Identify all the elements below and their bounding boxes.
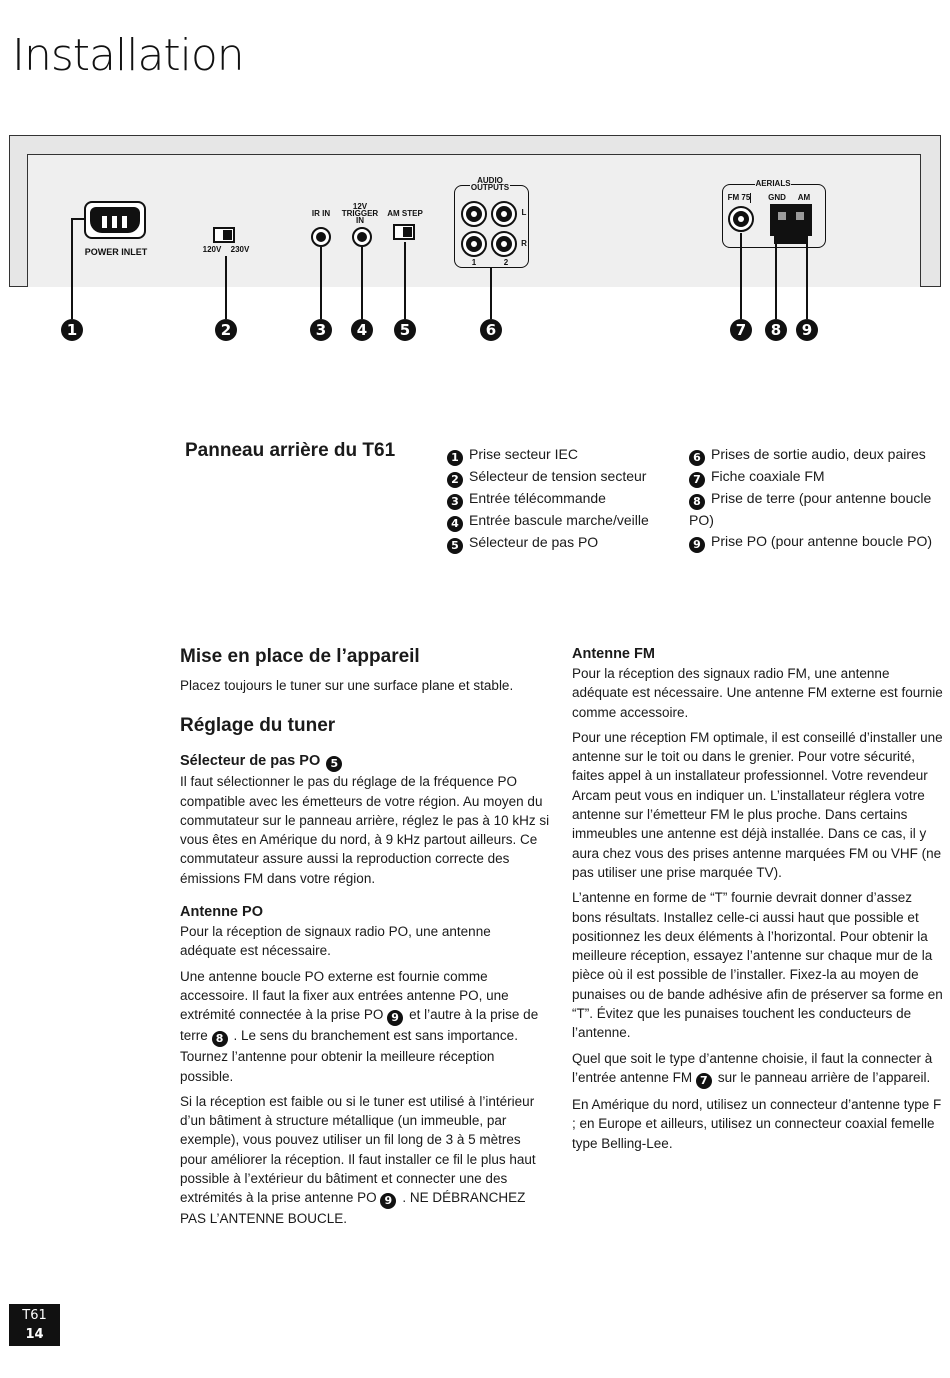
power-inlet-label: POWER INLET xyxy=(84,247,148,257)
left-column xyxy=(180,645,550,1235)
pair-2-label: 2 xyxy=(503,258,509,267)
heading-antenne-fm: Antenne FM xyxy=(572,646,655,662)
ir-in-label: IR IN xyxy=(311,209,331,218)
right-column xyxy=(572,644,944,1159)
pair-1-label: 1 xyxy=(471,258,477,267)
audio-outputs-frame xyxy=(454,185,529,268)
legend-title: Panneau arrière du T61 xyxy=(185,440,396,461)
legend-item: 2 Sélecteur de tension secteur xyxy=(447,466,649,488)
callout-5: 5 xyxy=(394,319,416,341)
leader-3 xyxy=(320,247,322,319)
legend-item: 7 Fiche coaxiale FM xyxy=(689,466,950,488)
leader-4 xyxy=(361,247,363,319)
channel-r-label: R xyxy=(521,239,527,248)
voltage-selector-switch xyxy=(213,227,235,243)
legend-item: 8 Prise de terre (pour antenne boucle PO) xyxy=(689,490,932,528)
leader-8 xyxy=(775,243,777,319)
aerials-label: AERIALS xyxy=(755,179,791,188)
audio-outputs-label: AUDIO OUTPUTS xyxy=(470,176,510,192)
paragraph: Pour la réception de signaux radio PO, une antenne adéquate est nécessaire. xyxy=(180,924,491,959)
legend-list-right xyxy=(689,444,950,553)
trigger-label: 12V TRIGGER IN xyxy=(341,202,379,225)
legend-item: 3 Entrée télécommande xyxy=(447,488,649,510)
footer-page-number: 14 xyxy=(25,1327,44,1342)
rca-1-left xyxy=(461,201,487,227)
legend-item: 1 Prise secteur IEC xyxy=(447,444,649,466)
heading-antenne-po: Antenne PO xyxy=(180,904,263,921)
paragraph: Pour la réception des signaux radio FM, une antenne adéquate est nécessaire. Une antenne FM externe est fournie comme accessoire. xyxy=(572,666,943,720)
am-step-label: AM STEP xyxy=(387,209,423,218)
rca-2-right xyxy=(491,231,517,257)
page-title: Installation xyxy=(12,30,244,81)
gnd-label: GND xyxy=(768,193,786,202)
fm75-label: FM 75 xyxy=(727,193,751,202)
fm-coax-socket xyxy=(728,206,754,232)
rca-1-right xyxy=(461,231,487,257)
paragraph: Une antenne boucle PO externe est fournie comme accessoire. Il faut la fixer aux entrées antenne PO, une extrémité connectée à la prise PO 9 et l’autre à la prise de terre 8 . Le sens du branchement est sans importance. Tournez l’antenne pour obtenir la meilleure réception possible. xyxy=(180,968,539,1084)
callout-1: 1 xyxy=(61,319,83,341)
leader-6 xyxy=(490,268,492,319)
footer-page-badge xyxy=(9,1304,60,1346)
paragraph: Placez toujours le tuner sur une surface plane et stable. xyxy=(180,678,514,693)
callout-3: 3 xyxy=(310,319,332,341)
leader-7 xyxy=(740,233,742,319)
heading-reglage: Réglage du tuner xyxy=(180,715,336,737)
am-label: AM xyxy=(797,193,811,202)
callout-2: 2 xyxy=(215,319,237,341)
fm75-ohm-mark xyxy=(750,193,751,203)
paragraph: L’antenne en forme de “T” fournie devrait donner d’assez bons résultats. Installez celle-ci aussi haut que possible et positionnez les deux éléments à l’horizontal. Pour obtenir la meilleure réception, essayez l’antenne sur chaque mur de la pièce où il est possible de l’installer. Fixez-la au moyen de punaises ou de bande adhésive afin de préserver sa forme en “T”. Évitez que les punaises touchent les conducteurs de l’antenne. xyxy=(572,890,943,1041)
leader-5 xyxy=(404,242,406,319)
power-inlet-socket xyxy=(84,201,146,239)
rca-2-left xyxy=(491,201,517,227)
legend-item: 5 Sélecteur de pas PO xyxy=(447,532,649,554)
paragraph: Il faut sélectionner le pas du réglage de la fréquence PO compatible avec les émetteurs de votre région. Au moyen du commutateur sur le panneau arrière, réglez le pas à 10 kHz si vous êtes en Amérique du nord, à 9 kHz partout ailleurs. Ce commutateur assure aussi la reproduction correcte des émissions FM dans votre région. xyxy=(180,774,550,886)
legend-item: 4 Entrée bascule marche/veille xyxy=(447,510,649,532)
paragraph: En Amérique du nord, utilisez un connecteur d’antenne type F ; en Europe et ailleurs, utilisez un connecteur coaxial femelle type Belling-Lee. xyxy=(572,1096,942,1151)
callout-6: 6 xyxy=(480,319,502,341)
heading-mise-en-place: Mise en place de l’appareil xyxy=(180,646,420,667)
channel-l-label: L xyxy=(521,208,527,217)
am-step-switch xyxy=(393,224,415,240)
callout-8: 8 xyxy=(765,319,787,341)
leader-1 xyxy=(71,219,73,319)
v120-label: 120V xyxy=(202,245,222,254)
callout-7: 7 xyxy=(730,319,752,341)
paragraph: Pour une réception FM optimale, il est conseillé d’installer une antenne sur le toit ou dans le grenier. Pour votre sécurité, faites appel à un installateur professionnel. Votre revendeur Arcam peut vous en indiquer un. L’installateur réglera votre antenne sur l’émetteur FM le plus proche. Dans certains immeubles une antenne est déjà installée. Dans ce cas, il y aura chez vous des prises antenne marquées FM ou VHF (ne pas utiliser une prise marquée TV). xyxy=(572,729,943,880)
paragraph: Quel que soit le type d’antenne choisie, il faut la connecter à l’entrée antenne FM 7 sur le panneau arrière de l’appareil. xyxy=(572,1050,933,1087)
legend-item: 9 Prise PO (pour antenne boucle PO) xyxy=(689,531,950,553)
callout-4: 4 xyxy=(351,319,373,341)
leader-9 xyxy=(806,243,808,319)
am-gnd-terminal-block xyxy=(770,204,812,236)
leader-2 xyxy=(225,256,227,319)
footer-model: T61 xyxy=(22,1308,47,1323)
v230-label: 230V xyxy=(230,245,250,254)
ir-in-jack xyxy=(311,227,331,247)
legend-item: 6 Prises de sortie audio, deux paires xyxy=(689,444,950,466)
leader-1-hook xyxy=(71,218,85,220)
legend-list-left xyxy=(447,444,649,554)
paragraph: Si la réception est faible ou si le tuner est utilisé à l’intérieur d’un bâtiment à structure métallique (un immeuble, par exemple), vous pouvez utiliser un fil long de 3 à 5 mètres pour améliorer la réception. Il faut installer ce fil le plus haut possible à l’extérieur du bâtiment et connecter une des extrémités à la prise antenne PO 9 . NE DÉBRANCHEZ PAS L’ANTENNE BOUCLE. xyxy=(180,1093,536,1227)
callout-9: 9 xyxy=(796,319,818,341)
heading-selecteur-pas-po: Sélecteur de pas PO 5 xyxy=(180,751,550,772)
trigger-jack xyxy=(352,227,372,247)
